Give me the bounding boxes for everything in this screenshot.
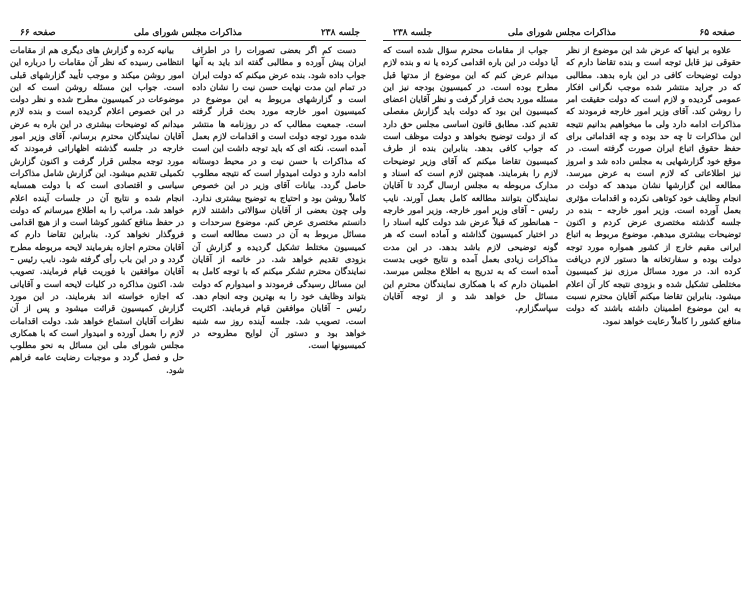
page-header — [10, 28, 366, 41]
left-page — [10, 28, 366, 593]
session-number: جلسه ۲۳۸ — [320, 28, 360, 38]
text-column-right — [192, 44, 366, 593]
running-title: مذاکرات مجلس شورای ملی — [507, 28, 617, 38]
page-number: صفحه ۶۵ — [699, 28, 735, 38]
page-header — [383, 28, 741, 41]
paragraph: دست کم اگر بعضی تصورات را در اطراف ایران پیش آورده و مطالبی گفته اند باید به آنها جواب داده شود. بنده عرض میکنم که دولت ایران در تمام این مدت نهایت حسن نیت را نشان داده است و گزارشهای مربوط به این موضوع در کمیسیون امور خارجه مورد بحث قرار گرفته است. جمعیت مطالب که در روزنامه ها منتشر شده مورد توجه دولت است و اقدامات لازم بعمل آمده است. نکته ای که باید توجه داشت این است که مذاکرات با حسن نیت و در محیط دوستانه ادامه دارد و دولت امیدوار است که نتیجه مطلوب حاصل گردد. بیانات آقای وزیر در این خصوص کاملاً روشن بود و احتیاج به توضیح بیشتری ندارد. ولی چون بعضی از آقایان سؤالاتی داشتند لازم دانستم مختصری عرض کنم. موضوع سرحدات و مسائل مربوط به آن در دست مطالعه است و کمیسیون مختلط تشکیل گردیده و گزارش آن بزودی تقدیم خواهد شد. در خاتمه از آقایان نمایندگان محترم تشکر میکنم که با توجه کامل به این مسائل رسیدگی فرمودند و امیدوارم که دولت بتواند وظایف خود را به بهترین وجه انجام دهد. رئیس – آقایان موافقین قیام فرمایند. اکثریت است. تصویب شد. جلسه آینده روز سه شنبه خواهد بود و دستور آن لوایح مطروحه در کمیسیونها است. — [192, 45, 366, 351]
page-number: صفحه ۶۶ — [20, 28, 56, 38]
text-column-left — [383, 44, 558, 593]
session-number: جلسه ۲۳۸ — [393, 28, 433, 38]
paragraph: جواب از مقامات محترم سؤال شده است که آیا دولت در این باره اقدامی کرده یا نه و بنده لازم میدانم عرض کنم که این موضوع از مدتها قبل مطرح بوده است. در کمیسیون بودجه نیز این مسئله مورد بحث قرار گرفت و نظر آقایان اعضای کمیسیون این بود که دولت باید گزارش مفصلی تقدیم کند. مطابق قانون اساسی مجلس حق دارد که از دولت توضیح بخواهد و دولت موظف است که جواب کافی بدهد. بنابراین بنده از طرف کمیسیون تقاضا میکنم که آقای وزیر توضیحات لازم را بفرمایند. همچنین لازم است که اسناد و مدارک مربوطه به مجلس ارسال گردد تا آقایان نمایندگان بتوانند مطالعه کامل بعمل آورند. نایب رئیس – آقای وزیر امور خارجه. وزیر امور خارجه – همانطور که قبلاً عرض شد دولت کلیه اسناد را در اختیار کمیسیون گذاشته و آماده است که هر گونه توضیحی لازم باشد بدهد. در این مدت مذاکرات زیادی بعمل آمده و نتایج خوبی بدست آمده است که به تدریج به اطلاع مجلس میرسد. اطمینان دارم که با همکاری نمایندگان محترم این مسائل حل خواهد شد و از توجه آقایان سپاسگزارم. — [383, 45, 558, 314]
paragraph: علاوه بر اینها که عرض شد این موضوع از نظر حقوقی نیز قابل توجه است و بنده تقاضا دارم که دولت توضیحات کافی در این باره بدهد. مطالبی که در جراید منتشر شده موجب نگرانی افکار عمومی گردیده و لازم است که دولت حقیقت امر را روشن کند. آقای وزیر امور خارجه فرمودند که مذاکرات ادامه دارد ولی ما میخواهیم بدانیم نتیجه این مذاکرات تا چه حد بوده و چه اقداماتی برای حفظ حقوق اتباع ایران صورت گرفته است. در موقع خود گزارشهایی به مجلس داده شد و امروز نیز اطلاعاتی که لازم است به عرض میرسد. مطالعه این گزارشها نشان میدهد که دولت در انجام وظایف خود کوتاهی نکرده و اقدامات مؤثری بعمل آورده است. وزیر امور خارجه – بنده در جلسه گذشته مختصری عرض کردم و اکنون توضیحات بیشتری میدهم. موضوع مربوط به اتباع ایرانی مقیم خارج از کشور همواره مورد توجه دولت بوده و سفارتخانه ها دستور لازم دریافت کرده اند. در مورد مسائل مرزی نیز کمیسیون مختلطی تشکیل شده و بزودی نتیجه کار آن اعلام میشود. بنابراین تقاضا میکنم آقایان محترم نسبت به این موضوع اطمینان داشته باشند که دولت منافع کشور را کاملاً رعایت خواهد نمود. — [566, 45, 741, 326]
text-column-left — [10, 44, 184, 593]
right-page — [383, 28, 741, 593]
paragraph: بیانیه کرده و گزارش های دیگری هم از مقامات انتظامی رسیده که نظر آن مقامات را درباره این امور روشن میکند و موجب تأیید گزارشهای قبلی است. جواب این مسئله روشن است که این موضوعات در کمیسیون مطرح شده و نظر دولت در این خصوص اعلام گردیده است و بنده لازم میدانم که توضیحات بیشتری در این باره به عرض آقایان نمایندگان محترم برسانم. آقای وزیر امور خارجه در جلسه گذشته اظهاراتی فرمودند که مورد توجه مجلس قرار گرفت و اکنون گزارش تکمیلی تقدیم میشود. این گزارش شامل مذاکرات سیاسی و اقتصادی است که با دولت همسایه انجام شده و نتایج آن در جلسات آینده اعلام خواهد شد. مراتب را به اطلاع میرسانم که دولت در حفظ منافع کشور کوشا است و از هیچ اقدامی فروگذار نخواهد کرد. بنابراین تقاضا دارم که آقایان محترم اجازه بفرمایند لایحه مربوطه مطرح گردد و در این باب رأی گرفته شود. نایب رئیس – آقایان موافقین با فوریت قیام فرمایند. تصویب شد. اکنون مذاکره در کلیات لایحه است و آقایانی که اجازه خواسته اند بفرمایند. در این مورد گزارش کمیسیون قرائت میشود و پس از آن نظرات آقایان استماع خواهد شد. دولت اقدامات لازم را بعمل آورده و امیدوار است که با همکاری مجلس شورای ملی این مسائل به نحو مطلوب حل و فصل گردد و موجبات رضایت عامه فراهم شود. — [10, 45, 184, 375]
text-column-right — [566, 44, 741, 593]
running-title: مذاکرات مجلس شورای ملی — [133, 28, 243, 38]
